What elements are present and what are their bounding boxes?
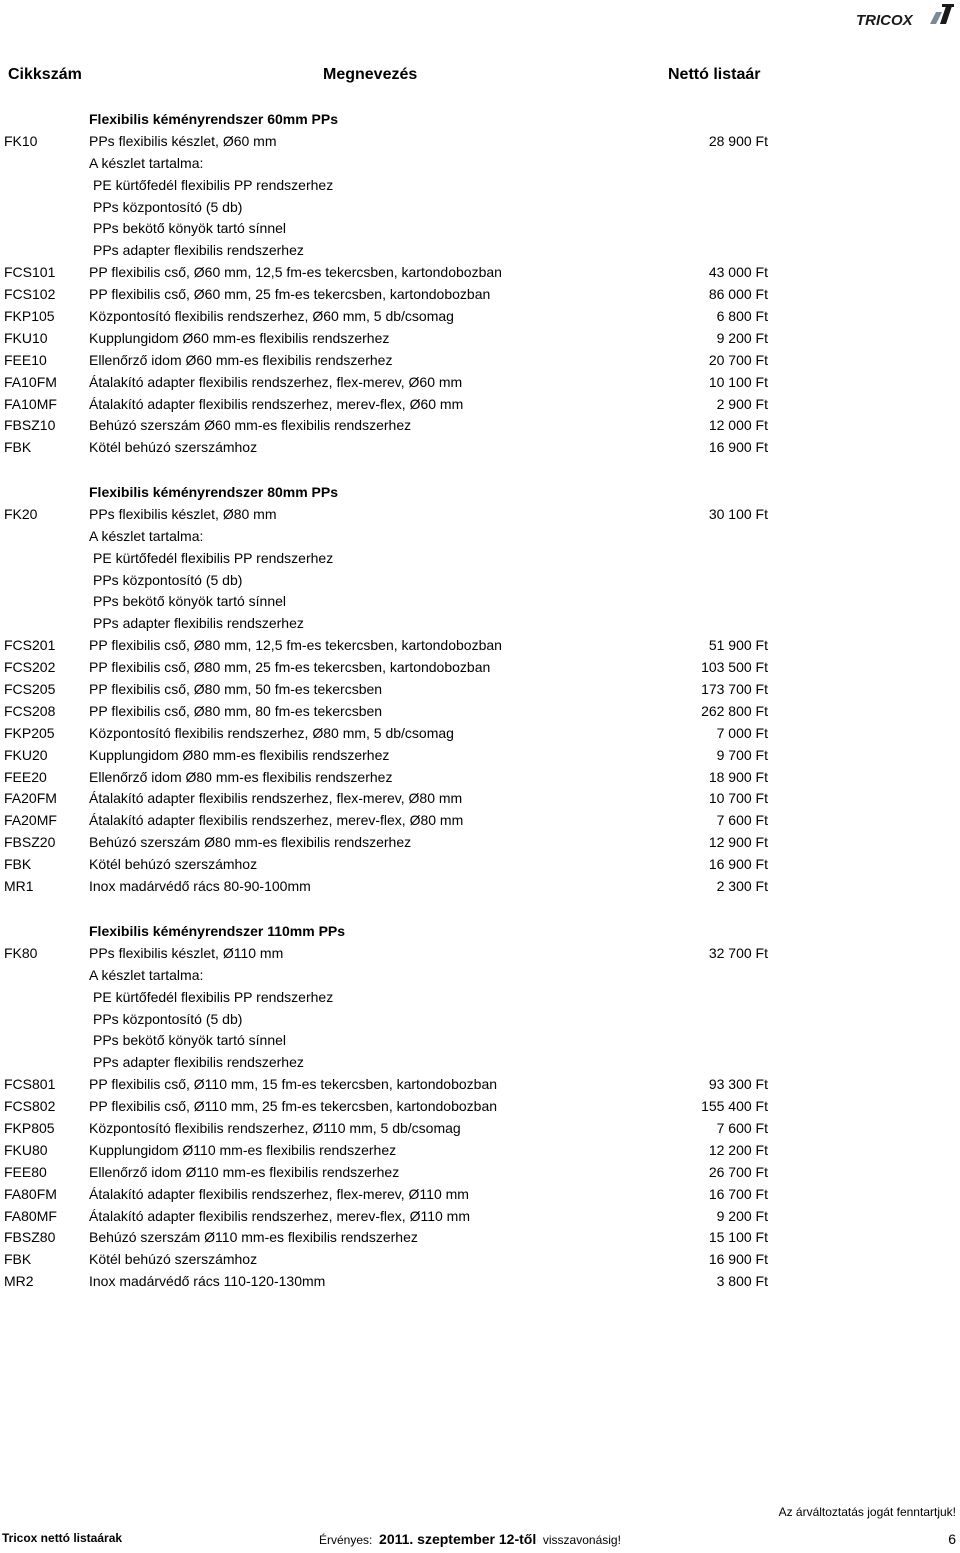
table-row <box>0 372 960 394</box>
validity-suffix: visszavonásig! <box>542 1533 621 1547</box>
table-row <box>0 723 960 745</box>
table-row <box>0 591 960 613</box>
item-price: 16 900 Ft <box>708 439 768 456</box>
table-row <box>0 657 960 679</box>
table-row <box>0 1162 960 1184</box>
table-row <box>0 218 960 240</box>
item-code: FCS101 <box>4 264 56 281</box>
table-row <box>0 437 960 459</box>
item-name: A készlet tartalma: <box>89 527 204 544</box>
item-name: Kötél behúzó szerszámhoz <box>89 1251 258 1268</box>
table-row <box>0 1140 960 1162</box>
item-price: 28 900 Ft <box>708 132 768 149</box>
table-row <box>0 415 960 437</box>
item-code: FA20MF <box>4 812 57 829</box>
table-row <box>0 635 960 657</box>
item-name: PPs központosító (5 db) <box>93 1010 243 1027</box>
item-price: 16 900 Ft <box>708 856 768 873</box>
table-row <box>0 175 960 197</box>
item-code: FCS202 <box>4 659 56 676</box>
section-80mm <box>0 482 960 898</box>
table-row <box>0 394 960 416</box>
item-code: FKU20 <box>4 746 48 763</box>
item-name: PE kürtőfedél flexibilis PP rendszerhez <box>93 988 334 1005</box>
table-row <box>0 504 960 526</box>
item-name: PPs bekötő könyök tartó sínnel <box>93 593 286 610</box>
item-code: FBK <box>4 1251 32 1268</box>
item-code: FCS102 <box>4 286 56 303</box>
item-price: 32 700 Ft <box>708 944 768 961</box>
table-row <box>0 1271 960 1293</box>
table-row <box>0 1206 960 1228</box>
item-name: PPs flexibilis készlet, Ø60 mm <box>89 132 277 149</box>
item-name: Inox madárvédő rács 80-90-100mm <box>89 878 311 895</box>
item-price: 2 900 Ft <box>716 395 768 412</box>
logo-text: TRICOX <box>856 12 913 28</box>
item-name: PPs adapter flexibilis rendszerhez <box>93 615 304 632</box>
item-price: 7 000 Ft <box>716 724 768 741</box>
item-name: Ellenőrző idom Ø80 mm-es flexibilis rendszerhez <box>89 768 393 785</box>
item-name: Behúzó szerszám Ø60 mm-es flexibilis rendszerhez <box>89 417 412 434</box>
item-name: PPs központosító (5 db) <box>93 198 243 215</box>
item-price: 6 800 Ft <box>716 308 768 325</box>
item-code: FBK <box>4 856 32 873</box>
item-name: A készlet tartalma: <box>89 154 204 171</box>
section-title <box>0 109 960 131</box>
item-name: PPs bekötő könyök tartó sínnel <box>93 1032 286 1049</box>
item-code: FKP205 <box>4 724 55 741</box>
item-name: PE kürtőfedél flexibilis PP rendszerhez <box>93 176 334 193</box>
item-name: PP flexibilis cső, Ø80 mm, 50 fm-es tekercsben <box>89 681 383 698</box>
item-name: Inox madárvédő rács 110-120-130mm <box>89 1273 326 1290</box>
item-code: FBK <box>4 439 32 456</box>
item-name: PPs központosító (5 db) <box>93 571 243 588</box>
item-name: Átalakító adapter flexibilis rendszerhez, flex-merev, Ø80 mm <box>89 790 463 807</box>
item-code: FCS801 <box>4 1076 56 1093</box>
table-row <box>0 854 960 876</box>
item-price: 3 800 Ft <box>716 1273 768 1290</box>
item-name: Kupplungidom Ø80 mm-es flexibilis rendszerhez <box>89 746 390 763</box>
item-price: 30 100 Ft <box>708 505 768 522</box>
item-name: Központosító flexibilis rendszerhez, Ø110 mm, 5 db/csomag <box>89 1120 461 1137</box>
item-code: FKU80 <box>4 1141 48 1158</box>
item-code: FK80 <box>4 944 38 961</box>
table-row <box>0 1052 960 1074</box>
item-price: 12 000 Ft <box>708 417 768 434</box>
item-code: FK20 <box>4 505 38 522</box>
table-row <box>0 876 960 898</box>
item-code: FEE20 <box>4 768 47 785</box>
table-row <box>0 262 960 284</box>
table-row <box>0 745 960 767</box>
item-code: FEE10 <box>4 351 47 368</box>
item-code: FA80FM <box>4 1185 57 1202</box>
column-header-name: Megnevezés <box>323 66 418 83</box>
table-row <box>0 1249 960 1271</box>
item-code: FCS802 <box>4 1098 56 1115</box>
table-row <box>0 1074 960 1096</box>
footer-validity <box>319 1531 621 1547</box>
item-name: Behúzó szerszám Ø110 mm-es flexibilis rendszerhez <box>89 1229 418 1246</box>
item-code: MR2 <box>4 1273 34 1290</box>
table-row <box>0 1030 960 1052</box>
item-code: FA10FM <box>4 373 57 390</box>
table-row <box>0 526 960 548</box>
item-price: 20 700 Ft <box>708 351 768 368</box>
item-code: FKP105 <box>4 308 55 325</box>
table-row <box>0 350 960 372</box>
table-row <box>0 197 960 219</box>
table-row <box>0 131 960 153</box>
item-price: 2 300 Ft <box>716 878 768 895</box>
item-name: PPs flexibilis készlet, Ø80 mm <box>89 505 277 522</box>
item-price: 18 900 Ft <box>708 768 768 785</box>
item-price: 10 700 Ft <box>708 790 768 807</box>
table-row <box>0 788 960 810</box>
item-code: FCS205 <box>4 681 56 698</box>
item-price: 16 700 Ft <box>708 1185 768 1202</box>
item-code: FBSZ20 <box>4 834 56 851</box>
table-row <box>0 987 960 1009</box>
item-code: FK10 <box>4 132 38 149</box>
item-code: FKP805 <box>4 1120 55 1137</box>
item-code: FEE80 <box>4 1163 47 1180</box>
table-row <box>0 810 960 832</box>
table-row <box>0 240 960 262</box>
item-code: FA10MF <box>4 395 57 412</box>
item-name: PPs flexibilis készlet, Ø110 mm <box>89 944 284 961</box>
item-price: 9 200 Ft <box>716 329 768 346</box>
item-price: 7 600 Ft <box>716 1120 768 1137</box>
item-name: PP flexibilis cső, Ø110 mm, 25 fm-es tekercsben, kartondobozban <box>89 1098 498 1115</box>
item-name: Átalakító adapter flexibilis rendszerhez, flex-merev, Ø110 mm <box>89 1185 469 1202</box>
item-name: Központosító flexibilis rendszerhez, Ø80 mm, 5 db/csomag <box>89 724 454 741</box>
item-price: 262 800 Ft <box>701 702 768 719</box>
item-name: PP flexibilis cső, Ø80 mm, 12,5 fm-es tekercsben, kartondobozban <box>89 637 502 654</box>
column-header-code: Cikkszám <box>8 66 82 83</box>
item-price: 93 300 Ft <box>708 1076 768 1093</box>
item-code: MR1 <box>4 878 34 895</box>
item-price: 7 600 Ft <box>716 812 768 829</box>
item-price: 16 900 Ft <box>708 1251 768 1268</box>
item-name: Átalakító adapter flexibilis rendszerhez, merev-flex, Ø80 mm <box>89 812 464 829</box>
item-name: Átalakító adapter flexibilis rendszerhez, flex-merev, Ø60 mm <box>89 373 463 390</box>
table-row <box>0 1009 960 1031</box>
item-code: FA80MF <box>4 1207 57 1224</box>
item-name: PP flexibilis cső, Ø110 mm, 15 fm-es tekercsben, kartondobozban <box>89 1076 498 1093</box>
item-name: Kupplungidom Ø110 mm-es flexibilis rendszerhez <box>89 1141 397 1158</box>
validity-date: 2011. szeptember 12-től <box>379 1531 537 1547</box>
table-row <box>0 1227 960 1249</box>
page-number: 6 <box>948 1531 956 1547</box>
item-price: 103 500 Ft <box>701 659 768 676</box>
table-row <box>0 284 960 306</box>
item-price: 15 100 Ft <box>708 1229 768 1246</box>
item-price: 9 700 Ft <box>716 746 768 763</box>
item-name: Kötél behúzó szerszámhoz <box>89 439 258 456</box>
table-row <box>0 767 960 789</box>
footer-note: Az árváltoztatás jogát fenntartjuk! <box>778 1505 956 1519</box>
section-title-text: Flexibilis kéményrendszer 60mm PPs <box>89 111 339 127</box>
item-name: Behúzó szerszám Ø80 mm-es flexibilis rendszerhez <box>89 834 412 851</box>
section-110mm <box>0 921 960 1293</box>
item-name: Kupplungidom Ø60 mm-es flexibilis rendszerhez <box>89 329 390 346</box>
table-row <box>0 943 960 965</box>
footer-title: Tricox nettó listaárak <box>2 1531 123 1545</box>
table-row <box>0 701 960 723</box>
item-price: 12 200 Ft <box>708 1141 768 1158</box>
table-row <box>0 965 960 987</box>
item-name: Átalakító adapter flexibilis rendszerhez, merev-flex, Ø110 mm <box>89 1207 471 1224</box>
item-price: 155 400 Ft <box>701 1098 768 1115</box>
item-name: PPs adapter flexibilis rendszerhez <box>93 242 304 259</box>
item-price: 86 000 Ft <box>708 286 768 303</box>
item-code: FCS208 <box>4 702 56 719</box>
section-title <box>0 921 960 943</box>
item-name: PE kürtőfedél flexibilis PP rendszerhez <box>93 549 334 566</box>
table-row <box>0 613 960 635</box>
table-row <box>0 1118 960 1140</box>
item-code: FCS201 <box>4 637 56 654</box>
item-name: Átalakító adapter flexibilis rendszerhez, merev-flex, Ø60 mm <box>89 395 464 412</box>
table-row <box>0 328 960 350</box>
table-row <box>0 153 960 175</box>
validity-prefix: Érvényes: <box>319 1533 373 1547</box>
item-price: 26 700 Ft <box>708 1163 768 1180</box>
item-name: PP flexibilis cső, Ø80 mm, 25 fm-es tekercsben, kartondobozban <box>89 659 491 676</box>
item-code: FKU10 <box>4 329 48 346</box>
table-row <box>0 306 960 328</box>
table-row <box>0 1184 960 1206</box>
tricox-logo <box>856 4 956 28</box>
item-name: Ellenőrző idom Ø110 mm-es flexibilis rendszerhez <box>89 1163 400 1180</box>
table-row <box>0 1096 960 1118</box>
item-price: 43 000 Ft <box>708 264 768 281</box>
table-row <box>0 832 960 854</box>
item-price: 173 700 Ft <box>701 681 768 698</box>
table-row <box>0 570 960 592</box>
item-name: PPs adapter flexibilis rendszerhez <box>93 1054 304 1071</box>
item-name: Kötél behúzó szerszámhoz <box>89 856 258 873</box>
section-title-text: Flexibilis kéményrendszer 110mm PPs <box>89 923 346 939</box>
item-price: 51 900 Ft <box>708 637 768 654</box>
item-name: PPs bekötő könyök tartó sínnel <box>93 220 286 237</box>
item-name: A készlet tartalma: <box>89 966 204 983</box>
item-price: 10 100 Ft <box>708 373 768 390</box>
section-title-text: Flexibilis kéményrendszer 80mm PPs <box>89 484 339 500</box>
table-row <box>0 548 960 570</box>
item-name: PP flexibilis cső, Ø60 mm, 12,5 fm-es tekercsben, kartondobozban <box>89 264 502 281</box>
column-header-price: Nettó listaár <box>668 66 761 83</box>
item-name: PP flexibilis cső, Ø60 mm, 25 fm-es tekercsben, kartondobozban <box>89 286 491 303</box>
item-name: PP flexibilis cső, Ø80 mm, 80 fm-es tekercsben <box>89 702 383 719</box>
table-row <box>0 679 960 701</box>
item-code: FA20FM <box>4 790 57 807</box>
item-code: FBSZ10 <box>4 417 56 434</box>
item-name: Ellenőrző idom Ø60 mm-es flexibilis rendszerhez <box>89 351 393 368</box>
section-title <box>0 482 960 504</box>
item-price: 9 200 Ft <box>716 1207 768 1224</box>
item-price: 12 900 Ft <box>708 834 768 851</box>
section-60mm <box>0 109 960 459</box>
item-name: Központosító flexibilis rendszerhez, Ø60 mm, 5 db/csomag <box>89 308 454 325</box>
item-code: FBSZ80 <box>4 1229 56 1246</box>
